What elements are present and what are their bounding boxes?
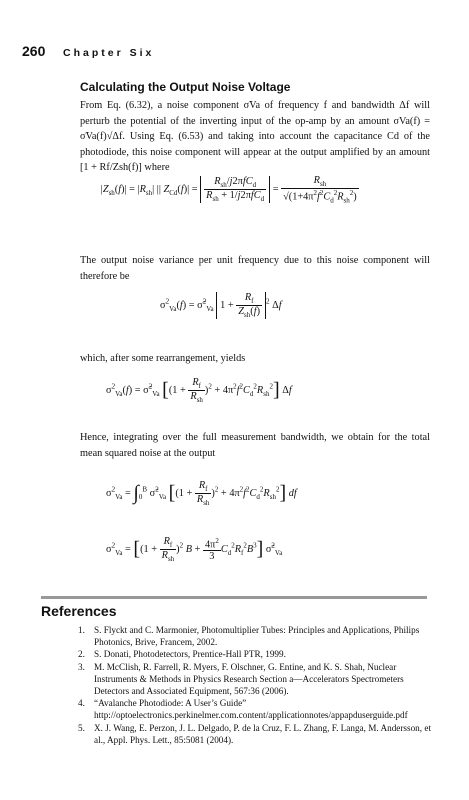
reference-text: S. Flyckt and C. Marmonier, Photomultiplier Tubes: Principles and Applications, Philips Photonics, Brive, Francem, 2002. <box>94 625 420 648</box>
reference-list <box>80 624 432 746</box>
section-divider <box>41 596 427 599</box>
paragraph-intro: From Eq. (6.32), a noise component σ̃Va of frequency f and bandwidth Δf will perturb the potential of the inverting input of the op-amp by an amount σVa(f) = σ̃Va(f)√Δf. Using Eq. (6.53) and taking into account the capacitance Cd of the photodiode, this noise component will appear at the output amplified by an amount [1 + Rf/Zsh(f)] where <box>80 100 430 173</box>
reference-text: “Avalanche Photodiode: A User’s Guide” http://optoelectronics.perkinelmer.com.content/applicationnotes/appapduserguide.pdf <box>94 698 408 721</box>
reference-item <box>80 648 432 660</box>
reference-text: S. Donati, Photodetectors, Prentice-Hall PTR, 1999. <box>94 649 286 660</box>
reference-number: 3. <box>78 661 85 672</box>
reference-number: 2. <box>78 649 85 660</box>
reference-text: X. J. Wang, E. Perzon, J. L. Delgado, P. de la Cruz, F. L. Zhang, F. Langa, M. Andersson, et al., Appl. Phys. Lett., 85:5081 (2004). <box>94 722 431 745</box>
reference-item <box>80 722 432 746</box>
equation-result: $\sigma^2_{Va} = [(1$ + $\frac{R_f}{R_{sh}}$ )$^2$ B + $\frac{4\pi^2}{3}$ $C_d^2R_f^2B^3$] σ̃$^2_{Va}$ <box>106 536 283 564</box>
section-title: Calculating the Output Noise Voltage <box>80 80 291 94</box>
page-number: 260 <box>22 43 46 59</box>
paragraph-integration: Hence, integrating over the full measurement bandwidth, we obtain for the total mean squared noise at the output <box>80 432 430 459</box>
paragraph-rearrangement: which, after some rearrangement, yields <box>80 353 246 364</box>
reference-number: 5. <box>78 722 85 733</box>
reference-number: 1. <box>78 625 85 635</box>
equation-variance: $\sigma^2_{Va}(f)$ = σ̃$^2_{Va}$ 1 + $\frac{R_f}{Z_{sh}(f)}$ $^2$ Δf <box>160 292 282 320</box>
equation-zsh: $|Z_{sh}(f)| = |R_{sh}|$ || $Z_{Cd}(f)|$ = $\frac{R_{sh}/j2\pi fC_d}{R_{sh} + 1/j2\pi fC_d}$ = $\frac{R_{sh}}{√(1+4\pi^2f^2C_d^2R_{sh}^2)}$ <box>100 175 357 205</box>
running-header <box>22 43 154 59</box>
equation-integral: $\sigma^2_{Va} = \int_0^B$ σ̃$^2_{Va}$ [(1 + $\frac{R_f}{R_{sh}}$ )$^2 + 4\pi^2f^2C_d^2R_{sh}^2$] df <box>106 480 297 508</box>
equation-rearranged: $\sigma^2_{Va}(f)$ = σ̃$^2_{Va}$ [(1 + $\frac{R_f}{R_{sh}}$ )$^2 + 4\pi^2f^2C_d^2R_{sh}^2$] Δf <box>106 377 292 405</box>
references-title: References <box>41 603 117 619</box>
reference-text: M. McClish, R. Farrell, R. Myers, F. Olschner, G. Entine, and K. S. Shah, Nuclear Instruments & Methods in Physics Research Section a—Accelerators Spectrometers Detectors and Associated Equipment, 567:36 (2006). <box>94 661 404 697</box>
chapter-title: Chapter Six <box>62 47 155 59</box>
reference-item <box>80 624 432 648</box>
reference-number: 4. <box>78 698 85 709</box>
reference-item <box>80 697 432 721</box>
reference-item <box>80 661 432 698</box>
paragraph-variance: The output noise variance per unit frequency due to this noise component will therefore be <box>80 255 430 282</box>
